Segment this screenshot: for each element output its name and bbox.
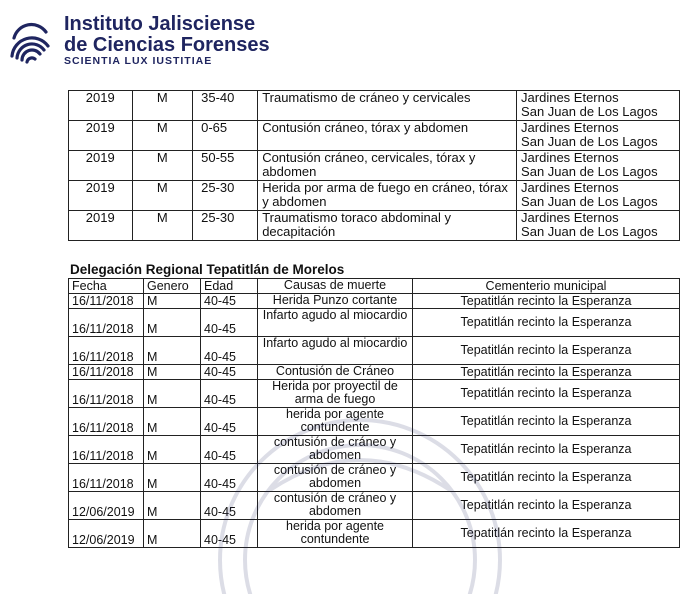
column-header-age: Edad xyxy=(201,279,258,294)
date-cell: 16/11/2018 xyxy=(69,365,144,380)
cause-cell: Infarto agudo al miocardio xyxy=(258,309,413,337)
cemetery-cell: Tepatitlán recinto la Esperanza xyxy=(413,294,680,309)
year-cell: 2019 xyxy=(69,181,133,211)
cemetery-cell: Tepatitlán recinto la Esperanza xyxy=(413,436,680,464)
sex-cell: M xyxy=(144,520,201,548)
cemetery-cell: Tepatitlán recinto la Esperanza xyxy=(413,380,680,408)
table-row xyxy=(69,365,680,380)
institution-name xyxy=(64,14,270,56)
date-cell: 16/11/2018 xyxy=(69,337,144,365)
age-cell: 40-45 xyxy=(201,436,258,464)
column-header-cemetery: Cementerio municipal xyxy=(413,279,680,294)
sex-cell: M xyxy=(132,121,193,151)
age-cell: 40-45 xyxy=(201,309,258,337)
date-cell: 16/11/2018 xyxy=(69,380,144,408)
table-row xyxy=(69,211,680,241)
cause-cell: Traumatismo de cráneo y cervicales xyxy=(258,91,517,121)
cemetery-name: Jardines Eternos xyxy=(521,180,619,195)
sex-cell: M xyxy=(144,464,201,492)
cemetery-cell: Tepatitlán recinto la Esperanza xyxy=(413,309,680,337)
sex-cell: M xyxy=(144,408,201,436)
cemetery-location: San Juan de Los Lagos xyxy=(521,194,658,209)
cemetery-cell: Tepatitlán recinto la Esperanza xyxy=(413,337,680,365)
year-cell: 2019 xyxy=(69,121,133,151)
column-header-date: Fecha xyxy=(69,279,144,294)
cemetery-cell: Tepatitlán recinto la Esperanza xyxy=(413,408,680,436)
column-header-sex: Genero xyxy=(144,279,201,294)
age-cell: 25-30 xyxy=(193,211,258,241)
cemetery-name: Jardines Eternos xyxy=(521,90,619,105)
age-cell: 40-45 xyxy=(201,337,258,365)
section-title: Delegación Regional Tepatitlán de Morelos xyxy=(70,262,345,277)
institution-header xyxy=(6,12,406,72)
cause-cell: Contusión cráneo, cervicales, tórax y abdomen xyxy=(258,151,517,181)
table-row xyxy=(69,181,680,211)
institution-name-line1: Instituto Jalisciense xyxy=(64,13,256,35)
cemetery-location: San Juan de Los Lagos xyxy=(521,224,658,239)
sex-cell: M xyxy=(132,181,193,211)
sex-cell: M xyxy=(144,294,201,309)
table-row xyxy=(69,337,680,365)
cause-cell: Traumatismo toraco abdominal y decapitación xyxy=(258,211,517,241)
date-cell: 16/11/2018 xyxy=(69,294,144,309)
cemetery-name: Jardines Eternos xyxy=(521,120,619,135)
age-cell: 35-40 xyxy=(193,91,258,121)
cemetery-name: Jardines Eternos xyxy=(521,150,619,165)
cause-cell: Infarto agudo al miocardio xyxy=(258,337,413,365)
age-cell: 40-45 xyxy=(201,492,258,520)
cemetery-cell: Tepatitlán recinto la Esperanza xyxy=(413,365,680,380)
cause-cell: Herida Punzo cortante xyxy=(258,294,413,309)
year-cell: 2019 xyxy=(69,211,133,241)
cemetery-cell: Tepatitlán recinto la Esperanza xyxy=(413,492,680,520)
watermark-seal-icon xyxy=(150,410,570,594)
cemetery-cell xyxy=(517,151,680,181)
cause-cell: contusión de cráneo y abdomen xyxy=(258,464,413,492)
institution-name-line2: de Ciencias Forenses xyxy=(64,34,270,56)
sex-cell: M xyxy=(132,151,193,181)
table-row xyxy=(69,380,680,408)
cause-cell: Contusión de Cráneo xyxy=(258,365,413,380)
date-cell: 16/11/2018 xyxy=(69,464,144,492)
cemetery-cell xyxy=(517,91,680,121)
cause-cell: contusión de cráneo y abdomen xyxy=(258,492,413,520)
sex-cell: M xyxy=(144,492,201,520)
institution-motto: SCIENTIA LUX IUSTITIAE xyxy=(64,55,213,67)
age-cell: 40-45 xyxy=(201,380,258,408)
cemetery-cell: Tepatitlán recinto la Esperanza xyxy=(413,520,680,548)
cause-cell: Contusión cráneo, tórax y abdomen xyxy=(258,121,517,151)
cemetery-cell xyxy=(517,121,680,151)
year-cell: 2019 xyxy=(69,91,133,121)
table-row xyxy=(69,294,680,309)
sex-cell: M xyxy=(144,436,201,464)
table-header-row xyxy=(69,279,680,294)
age-cell: 50-55 xyxy=(193,151,258,181)
cemetery-location: San Juan de Los Lagos xyxy=(521,164,658,179)
sex-cell: M xyxy=(144,337,201,365)
cause-cell: Herida por proyectil de arma de fuego xyxy=(258,380,413,408)
column-header-cause: Causas de muerte xyxy=(258,279,413,294)
table-row xyxy=(69,91,680,121)
date-cell: 12/06/2019 xyxy=(69,492,144,520)
cemetery-location: San Juan de Los Lagos xyxy=(521,104,658,119)
age-cell: 40-45 xyxy=(201,520,258,548)
cause-cell: herida por agente contundente xyxy=(258,408,413,436)
cemetery-cell xyxy=(517,211,680,241)
cause-cell: Herida por arma de fuego en cráneo, tórax y abdomen xyxy=(258,181,517,211)
age-cell: 40-45 xyxy=(201,365,258,380)
burials-table-top xyxy=(68,90,680,241)
sex-cell: M xyxy=(144,309,201,337)
cause-cell: contusión de cráneo y abdomen xyxy=(258,436,413,464)
date-cell: 16/11/2018 xyxy=(69,408,144,436)
age-cell: 40-45 xyxy=(201,408,258,436)
year-cell: 2019 xyxy=(69,151,133,181)
age-cell: 40-45 xyxy=(201,294,258,309)
fingerprint-logo-icon xyxy=(6,16,54,64)
sex-cell: M xyxy=(144,380,201,408)
sex-cell: M xyxy=(132,211,193,241)
date-cell: 16/11/2018 xyxy=(69,436,144,464)
table-row xyxy=(69,121,680,151)
table-row xyxy=(69,151,680,181)
sex-cell: M xyxy=(144,365,201,380)
cemetery-location: San Juan de Los Lagos xyxy=(521,134,658,149)
age-cell: 25-30 xyxy=(193,181,258,211)
age-cell: 40-45 xyxy=(201,464,258,492)
date-cell: 16/11/2018 xyxy=(69,309,144,337)
table-row xyxy=(69,309,680,337)
cause-cell: herida por agente contundente xyxy=(258,520,413,548)
age-cell: 0-65 xyxy=(193,121,258,151)
cemetery-cell xyxy=(517,181,680,211)
sex-cell: M xyxy=(132,91,193,121)
cemetery-name: Jardines Eternos xyxy=(521,210,619,225)
date-cell: 12/06/2019 xyxy=(69,520,144,548)
cemetery-cell: Tepatitlán recinto la Esperanza xyxy=(413,464,680,492)
